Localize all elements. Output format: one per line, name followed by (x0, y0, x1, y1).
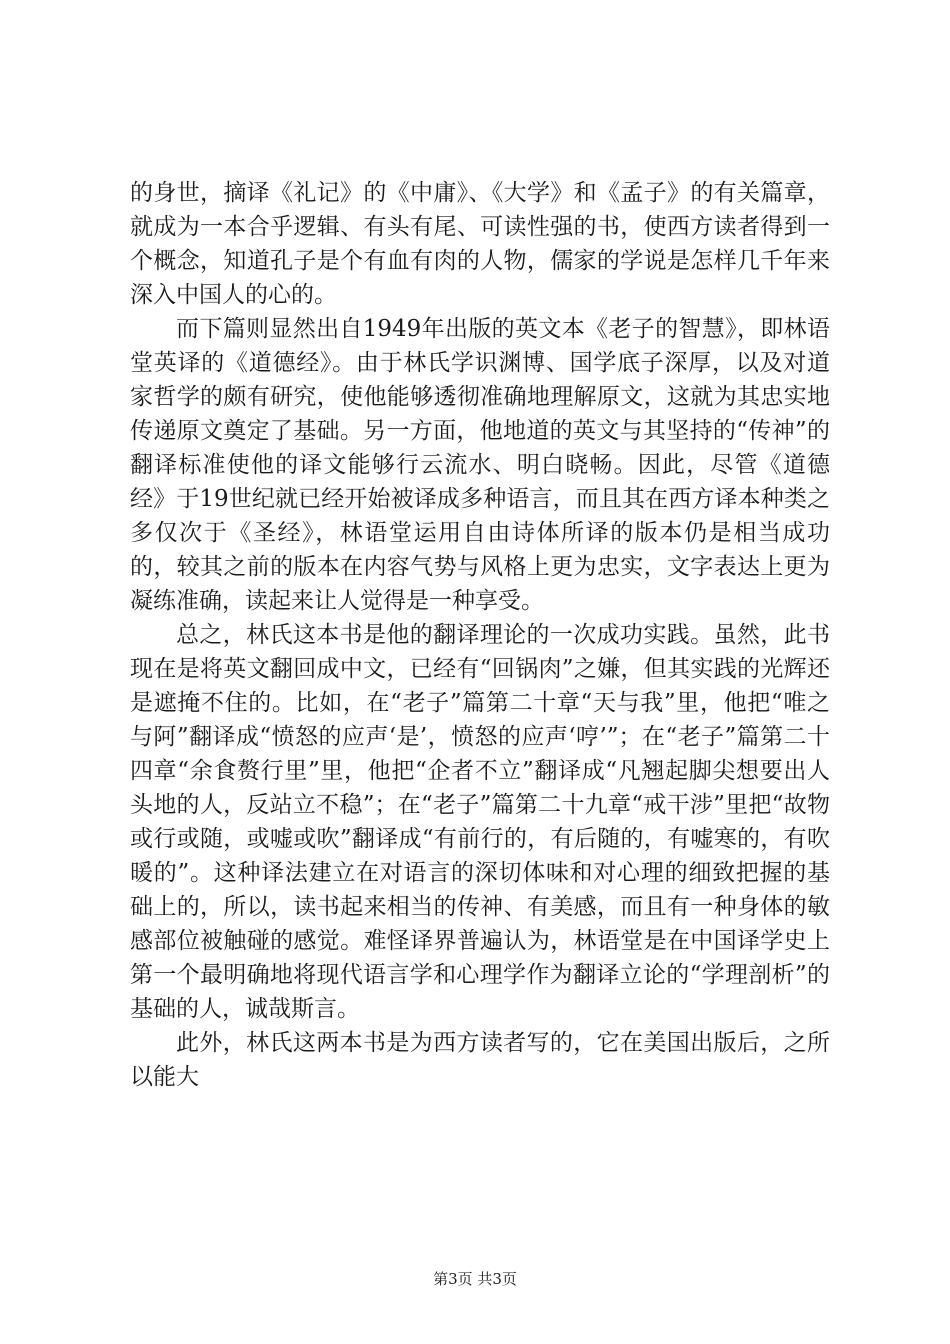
paragraph-western-readers: 此外，林氏这两本书是为西方读者写的，它在美国出版后，之所以能大 (130, 1030, 830, 1090)
paragraph-continuation: 的身世，摘译《礼记》的《中庸》、《大学》和《孟子》的有关篇章，就成为一本合乎逻辑、有头有尾、可读性强的书，使西方读者得到一个概念，知道孔子是个有血有肉的人物，儒家的学说是怎样几千年来深入中国人的心的。 (130, 180, 830, 308)
page-number-footer: 第3页 共3页 (433, 1270, 517, 1288)
paragraph-laozi-translation: 而下篇则显然出自1949年出版的英文本《老子的智慧》，即林语堂英译的《道德经》。由于林氏学识渊博、国学底子深厚，以及对道家哲学的颇有研究，使他能够透彻准确地理解原文，这就为其忠实地传递原文奠定了基础。另一方面，他地道的英文与其坚持的“传神”的翻译标准使他的译文能够行云流水、明白晓畅。因此，尽管《道德经》于19世纪就已经开始被译成多种语言，而且其在西方译本种类之多仅次于《圣经》，林语堂运用自由诗体所译的版本仍是相当成功的，较其之前的版本在内容气势与风格上更为忠实，文字表达上更为凝练准确，读起来让人觉得是一种享受。 (130, 316, 830, 614)
document-body (130, 176, 830, 1094)
paragraph-translation-practice: 总之，林氏这本书是他的翻译理论的一次成功实践。虽然，此书现在是将英文翻回成中文，已经有“回锅肉”之嫌，但其实践的光辉还是遮掩不住的。比如，在“老子”篇第二十章“天与我”里，他把“唯之与阿”翻译成“愤怒的应声‘是’，愤怒的应声‘哼’”；在“老子”篇第二十四章“余食赘行里”里，他把“企者不立”翻译成“凡翘起脚尖想要出人头地的人，反站立不稳”；在“老子”篇第二十九章“戒干涉”里把“故物或行或随，或嘘或吹”翻译成“有前行的，有后随的，有嘘寒的，有吹暖的”。这种译法建立在对语言的深切体味和对心理的细致把握的基础上的，所以，读书起来相当的传神、有美感，而且有一种身体的敏感部位被触碰的感觉。难怪译界普遍认为，林语堂是在中国译学史上第一个最明确地将现代语言学和心理学作为翻译立论的“学理剖析”的基础的人，诚哉斯言。 (130, 622, 830, 1022)
